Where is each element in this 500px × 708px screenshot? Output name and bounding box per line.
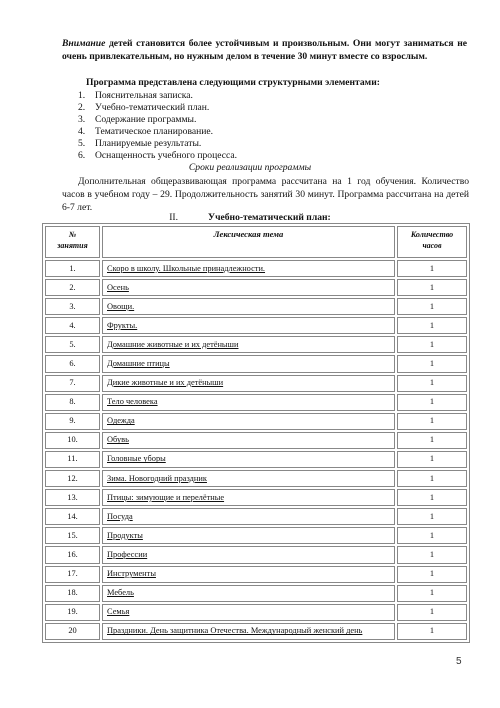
row-number: 3.	[45, 298, 100, 315]
row-number: 16.	[45, 546, 100, 563]
row-hours: 1	[397, 413, 467, 430]
row-hours: 1	[397, 394, 467, 411]
row-hours: 1	[397, 432, 467, 449]
row-number: 11.	[45, 451, 100, 468]
row-hours: 1	[397, 489, 467, 506]
table-row	[45, 585, 467, 602]
row-topic: Дикие животные и их детёныши	[102, 375, 395, 392]
table-row	[45, 260, 467, 277]
plan-section-number: II.	[169, 212, 179, 223]
table-row	[45, 527, 467, 544]
structure-title: Программа представлена следующими структурными элементами:	[86, 77, 380, 88]
row-topic: Посуда	[102, 508, 395, 525]
row-number: 14.	[45, 508, 100, 525]
list-item-text: Тематическое планирование.	[95, 126, 214, 137]
structure-list	[78, 90, 237, 162]
list-item-number: 5.	[78, 138, 86, 149]
header-hours	[397, 226, 467, 258]
row-hours: 1	[397, 375, 467, 392]
list-item-text: Учебно-тематический план.	[95, 102, 210, 113]
row-hours: 1	[397, 623, 467, 640]
list-item-text: Оснащенность учебного процесса.	[95, 150, 237, 161]
row-topic: Зима. Новогодний праздник	[102, 470, 395, 487]
table-row	[45, 489, 467, 506]
row-number: 1.	[45, 260, 100, 277]
list-item-number: 3.	[78, 114, 86, 125]
table-row	[45, 508, 467, 525]
row-topic: Мебель	[102, 585, 395, 602]
table-row	[45, 604, 467, 621]
row-hours: 1	[397, 355, 467, 372]
row-topic: Домашние птицы	[102, 355, 395, 372]
row-hours: 1	[397, 298, 467, 315]
plan-heading	[0, 212, 500, 223]
row-topic: Семья	[102, 604, 395, 621]
row-hours: 1	[397, 508, 467, 525]
row-topic: Обувь	[102, 432, 395, 449]
list-item-number: 1.	[78, 90, 86, 101]
row-topic: Одежда	[102, 413, 395, 430]
row-number: 6.	[45, 355, 100, 372]
row-number: 19.	[45, 604, 100, 621]
row-number: 20	[45, 623, 100, 640]
row-hours: 1	[397, 470, 467, 487]
plan-table	[42, 223, 470, 643]
row-number: 4.	[45, 317, 100, 334]
row-topic: Инструменты	[102, 566, 395, 583]
list-item	[78, 102, 237, 114]
intro-lead: Внимание	[62, 38, 106, 49]
table-row	[45, 546, 467, 563]
row-topic: Птицы: зимующие и перелётные	[102, 489, 395, 506]
row-hours: 1	[397, 585, 467, 602]
list-item	[78, 90, 237, 102]
list-item-number: 6.	[78, 150, 86, 161]
list-item	[78, 114, 237, 126]
list-item-text: Пояснительная записка.	[95, 90, 193, 101]
row-number: 7.	[45, 375, 100, 392]
table-row	[45, 623, 467, 640]
row-number: 12.	[45, 470, 100, 487]
header-number	[45, 226, 100, 258]
table-row	[45, 375, 467, 392]
header-hours-line1: Количество	[410, 230, 454, 239]
table-row	[45, 355, 467, 372]
duration-paragraph: Дополнительная общеразвивающая программа рассчитана на 1 год обучения. Количество часов в учебном году – 29. Продолжительность занятий 30 минут. Программа рассчитана на детей 6-7 лет.	[62, 176, 469, 213]
row-hours: 1	[397, 604, 467, 621]
table-row	[45, 413, 467, 430]
table-row	[45, 317, 467, 334]
row-number: 8.	[45, 394, 100, 411]
page-number: 5	[456, 656, 462, 667]
row-topic: Скоро в школу. Школьные принадлежности.	[102, 260, 395, 277]
row-hours: 1	[397, 336, 467, 353]
row-hours: 1	[397, 566, 467, 583]
table-header-row	[45, 226, 467, 258]
row-topic: Домашние животные и их детёныши	[102, 336, 395, 353]
row-hours: 1	[397, 451, 467, 468]
list-item	[78, 126, 237, 138]
row-hours: 1	[397, 546, 467, 563]
intro-paragraph	[62, 37, 467, 63]
plan-title: Учебно-тематический план:	[208, 212, 331, 223]
table-row	[45, 298, 467, 315]
header-number-line2: занятия	[57, 241, 88, 250]
header-topic: Лексическая тема	[102, 226, 395, 258]
table-row	[45, 279, 467, 296]
row-hours: 1	[397, 317, 467, 334]
row-number: 15.	[45, 527, 100, 544]
row-hours: 1	[397, 527, 467, 544]
row-topic: Продукты	[102, 527, 395, 544]
row-topic: Фрукты.	[102, 317, 395, 334]
table-row	[45, 566, 467, 583]
row-number: 9.	[45, 413, 100, 430]
list-item-text: Содержание программы.	[95, 114, 197, 125]
table-row	[45, 336, 467, 353]
row-number: 18.	[45, 585, 100, 602]
row-hours: 1	[397, 260, 467, 277]
table-row	[45, 432, 467, 449]
intro-text: детей становится более устойчивым и произвольным. Они могут заниматься не очень привлекательным, но нужным делом в течение 30 минут вместе со взрослым.	[62, 38, 467, 62]
list-item-text: Планируемые результаты.	[95, 138, 202, 149]
list-item	[78, 150, 237, 162]
table-row	[45, 470, 467, 487]
row-number: 2.	[45, 279, 100, 296]
sroki-heading: Сроки реализации программы	[188, 162, 312, 173]
row-topic: Головные уборы	[102, 451, 395, 468]
row-hours: 1	[397, 279, 467, 296]
list-item-number: 4.	[78, 126, 86, 137]
row-topic: Овощи.	[102, 298, 395, 315]
row-topic: Тело человека	[102, 394, 395, 411]
header-number-line1: №	[68, 230, 77, 239]
row-number: 17.	[45, 566, 100, 583]
list-item-number: 2.	[78, 102, 86, 113]
row-number: 5.	[45, 336, 100, 353]
row-number: 13.	[45, 489, 100, 506]
table-row	[45, 394, 467, 411]
row-topic: Профессии	[102, 546, 395, 563]
row-topic: Осень	[102, 279, 395, 296]
list-item	[78, 138, 237, 150]
row-topic: Праздники. День защитника Отечества. Международный женский день	[102, 623, 395, 640]
row-number: 10.	[45, 432, 100, 449]
table-row	[45, 451, 467, 468]
header-hours-line2: часов	[422, 241, 442, 250]
